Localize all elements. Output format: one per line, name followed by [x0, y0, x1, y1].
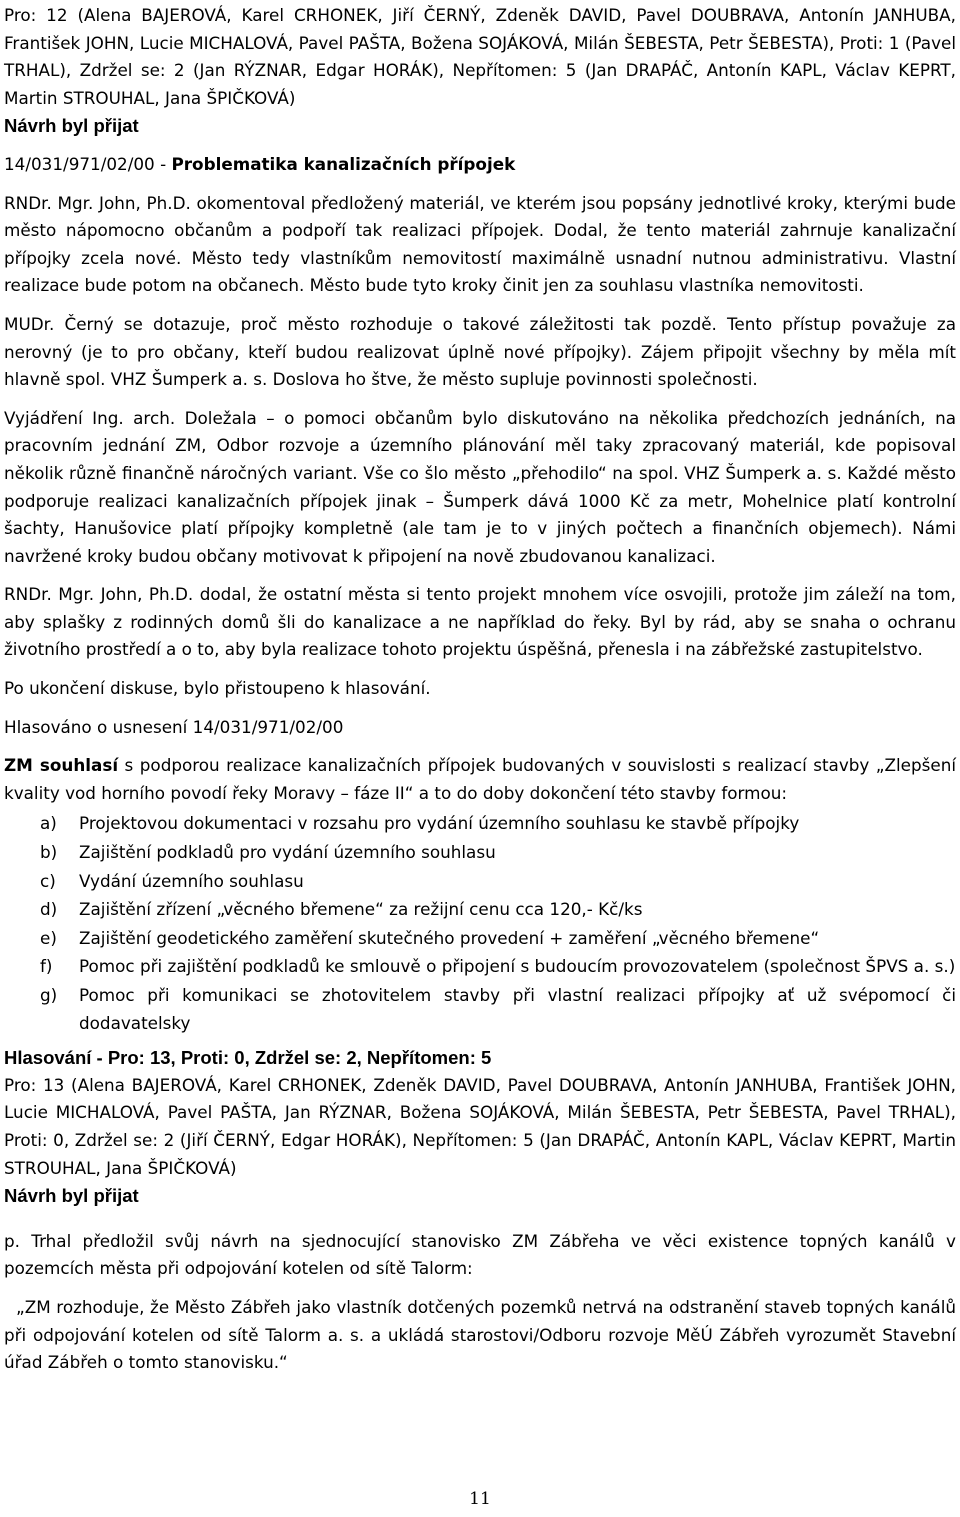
resolution-body: s podporou realizace kanalizačních přípojek budovaných v souvislosti s realizací stavby „Zlepšení kvality vod horního povodí řeky Moravy – fáze II“ a to do doby dokončení této stavby formou: [4, 755, 956, 803]
resolution-list [4, 810, 956, 1037]
list-item [4, 925, 956, 953]
paragraph-cerny: MUDr. Černý se dotazuje, proč město rozhoduje o takové záležitosti tak pozdě. Tento přístup považuje za nerovný (je to pro občany, kteří budou realizovat úplně nové přípojky). Zájem připojit všechny by měla mít hlavně spol. VHZ Šumperk a. s. Doslova ho štve, že město supluje povinnosti společnosti. [4, 313, 956, 390]
list-marker: f) [40, 956, 53, 977]
paragraph-john: RNDr. Mgr. John, Ph.D. okomentoval předložený materiál, ve kterém jsou popsány jednotlivé kroky, kterými bude město nápomocno občanům a podpoří tak realizaci přípojek. Dodal, že tento materiál zahrnuje kanalizační přípojky zcela nové. Město tedy vlastníkům nemovitostí maximálně usnadní nutnou administrativu. Vlastní realizace bude potom na občanech. Město bude tyto kroky činit jen za souhlasu vlastníka nemovitosti. [4, 192, 956, 296]
vote-result-text: Pro: 13 (Alena BAJEROVÁ, Karel CRHONEK, Zdeněk DAVID, Pavel DOUBRAVA, Antonín JANHUBA, František JOHN, Lucie MICHALOVÁ, Pavel PAŠTA, Jan RÝZNAR, Božena SOJÁKOVÁ, Milán ŠEBESTA, Petr ŠEBESTA, Pavel TRHAL), Proti: 0, Zdržel se: 2 (Jiří ČERNÝ, Edgar HORÁK), Nepřítomen: 5 (Jan DRAPÁČ, Antonín KAPL, Václav KEPRT, Martin STROUHAL, Jana ŠPIČKOVÁ) [4, 1074, 956, 1178]
list-marker: b) [40, 842, 58, 863]
list-item-text: Projektovou dokumentaci v rozsahu pro vydání územního souhlasu ke stavbě přípojky [79, 813, 800, 834]
previous-vote-text: Pro: 12 (Alena BAJEROVÁ, Karel CRHONEK, Jiří ČERNÝ, Zdeněk DAVID, Pavel DOUBRAVA, Antonín JANHUBA, František JOHN, Lucie MICHALOVÁ, Pavel PAŠTA, Božena SOJÁKOVÁ, Milán ŠEBESTA, Petr ŠEBESTA), Proti: 1 (Pavel TRHAL), Zdržel se: 2 (Jan RÝZNAR, Edgar HORÁK), Nepřítomen: 5 (Jan DRAPÁČ, Antonín KAPL, Václav KEPRT, Martin STROUHAL, Jana ŠPIČKOVÁ) [4, 5, 956, 108]
list-marker: e) [40, 927, 57, 948]
list-item-text: Zajištění geodetického zaměření skutečného provedení + zaměření „věcného břemene“ [79, 927, 820, 948]
list-item-text: Zajištění zřízení „věcného břemene“ za režijní cenu cca 120,- Kč/ks [79, 899, 643, 920]
paragraph-discussion-end: Po ukončení diskuse, bylo přistoupeno k hlasování. [4, 678, 431, 699]
list-item [4, 810, 956, 838]
voting-on-resolution: Hlasováno o usnesení 14/031/971/02/00 [4, 716, 344, 737]
agenda-item-title: Problematika kanalizačních přípojek [171, 153, 516, 174]
trhal-proposal-intro: p. Trhal předložil svůj návrh na sjednocující stanovisko ZM Zábřeha ve věci existence topných kanálů v pozemcích města při odpojování kotelen od sítě Talorm: [4, 1230, 956, 1279]
resolution-lead: ZM souhlasí [4, 755, 119, 776]
paragraph-john-2: RNDr. Mgr. John, Ph.D. dodal, že ostatní města si tento projekt mnohem více osvojili, protože jim záleží na tom, aby splašky z rodinných domů šli do kanalizace a ne například do řeky. Byl by rád, aby se snaha o ochranu životního prostředí a o to, aby byla realizace tohoto projektu úspěšná, přenesla i na zábřežské zastupitelstvo. [4, 584, 956, 660]
trhal-proposal-quote: „ZM rozhoduje, že Město Zábřeh jako vlastník dotčených pozemků netrvá na odstranění staveb topných kanálů při odpojování kotelen od sítě Talorm a. s. a ukládá starostovi/Odboru rozvoje MěÚ Zábřeh vyrozumět Stavební úřad Zábřeh o tomto stanovisku.“ [4, 1296, 956, 1373]
list-marker: d) [40, 899, 58, 920]
previous-vote-result: Návrh byl přijat [4, 115, 139, 137]
list-item [4, 839, 956, 867]
list-item [4, 896, 956, 924]
list-item-text: Zajištění podkladů pro vydání územního souhlasu [79, 842, 496, 863]
list-item [4, 953, 956, 981]
vote-result-heading: Hlasování - Pro: 13, Proti: 0, Zdržel se: 2, Nepřítomen: 5 [4, 1047, 492, 1069]
list-marker: g) [40, 985, 58, 1005]
list-item [4, 868, 956, 896]
paragraph-dolezal: Vyjádření Ing. arch. Doležala – o pomoci občanům bylo diskutováno na několika předchozích jednáních, na pracovním jednání ZM, Odbor rozvoje a územního plánování měl taky zpracovaný materiál, kde popisoval několik různě finančně náročných variant. Vše co šlo město „přehodilo“ na spol. VHZ Šumperk a. s. Každé město podporuje realizaci kanalizačních přípojek jinak – Šumperk dává 1000 Kč za metr, Mohelnice platí kontrolní šachty, Hanušovice platí přípojky kompletně (ale tam je to v jiných počtech a finančních objemech). Námi navržené kroky budou občany motivovat k připojení na nově zbudovanou kanalizaci. [4, 407, 956, 566]
list-item-text: Pomoc při zajištění podkladů ke smlouvě o připojení s budoucím provozovatelem (společnost ŠPVS a. s.) [79, 956, 956, 977]
list-marker: c) [40, 870, 56, 891]
page-number: 11 [469, 1489, 491, 1509]
list-item [4, 982, 956, 1037]
vote-result-outcome: Návrh byl přijat [4, 1185, 139, 1207]
agenda-item-number: 14/031/971/02/00 - [4, 153, 172, 174]
agenda-item-heading [4, 151, 956, 179]
list-marker: a) [40, 813, 57, 834]
list-item-text: Pomoc při komunikaci se zhotovitelem stavby při vlastní realizaci přípojky ať už svépomocí či dodavatelsky [79, 985, 956, 1033]
list-item-text: Vydání územního souhlasu [79, 870, 304, 891]
resolution-text [4, 752, 956, 807]
document-page [4, 2, 956, 1377]
